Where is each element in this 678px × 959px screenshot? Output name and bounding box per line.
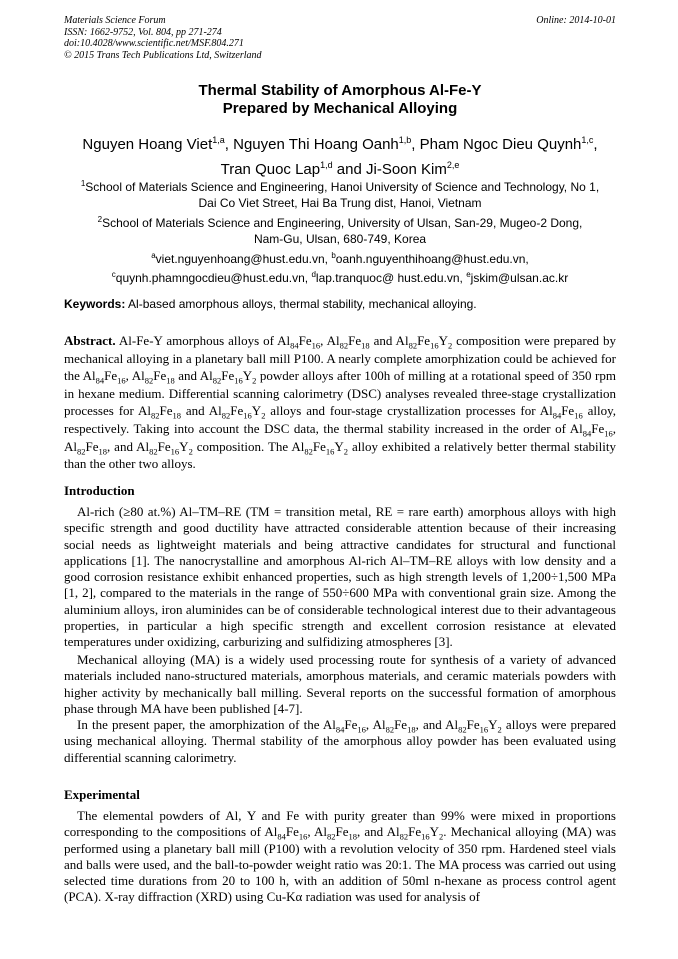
email-address: quynh.phamngocdieu@hust.edu.vn, — [115, 271, 309, 285]
abstract-text: and Al — [174, 368, 213, 384]
abstract-text: powder alloys after 100h of milling at a rotational speed of 350 rpm in hexane medium. Differential scanning calorimetry (DSC) analyses revealed three-stage crystallization processes for Al — [64, 368, 616, 419]
subscript: 82 — [221, 410, 231, 421]
intro-paragraph-3 — [64, 717, 616, 766]
abstract-text: Y — [438, 333, 448, 348]
subscript: 2 — [438, 831, 444, 842]
author-name: Tran Quoc Lap — [220, 161, 321, 178]
affil-text: Dai Co Viet Street, Hai Ba Trung dist, Hanoi, Vietnam — [198, 196, 482, 210]
subscript: 82 — [327, 831, 336, 842]
subscript: 2 — [261, 410, 266, 421]
subscript: 2 — [343, 446, 349, 457]
affil-text: Nam-Gu, Ulsan, 680-749, Korea — [253, 232, 427, 246]
abstract-text: Fe — [417, 333, 431, 348]
email-mark: b — [331, 251, 336, 260]
para-text: , Al — [365, 717, 386, 732]
para-text: , and Al — [415, 717, 459, 732]
abstract-text: alloy, respectively. Taking into account the DSC data, the thermal stability increased in the order of Al — [64, 403, 616, 436]
author-name: Pham Ngoc Dieu Quynh — [419, 136, 582, 153]
email-address: lap.tranquoc@ hust.edu.vn, — [315, 271, 463, 285]
para-text: Fe — [344, 717, 358, 732]
para-text: , and Al — [357, 824, 400, 840]
subscript: 82 — [408, 340, 418, 351]
subscript: 82 — [458, 724, 467, 735]
abstract-text: , Al — [320, 333, 340, 348]
para-text: Fe — [335, 824, 349, 840]
para-text: In the present paper, the amorphization of the Al — [77, 717, 336, 732]
author-affil-mark: 1,b — [398, 135, 412, 145]
affil-mark: 2 — [97, 215, 103, 224]
abstract-text: Fe — [312, 438, 326, 454]
para-text: Fe — [394, 717, 408, 732]
author-conjunction: and — [336, 161, 362, 178]
subscript: 82 — [149, 446, 158, 457]
subscript: 84 — [582, 428, 592, 439]
subscript: 84 — [552, 410, 562, 421]
abstract-text: , Al — [64, 420, 616, 454]
abstract-text: Y — [179, 438, 189, 454]
affiliation-2 — [64, 212, 616, 247]
para-text: The elemental powders of Al, Y and Fe with purity greater than 99% were mixed in proportions corresponding to the compositions of Al — [64, 808, 616, 840]
subscript: 16 — [243, 410, 252, 421]
para-text: Fe — [466, 717, 480, 732]
abstract — [64, 332, 616, 473]
author-list — [64, 130, 616, 180]
abstract-text: and Al — [181, 403, 222, 419]
email-address: viet.nguyenhoang@hust.edu.vn, — [155, 252, 328, 266]
subscript: 84 — [277, 831, 286, 842]
abstract-text: alloy exhibited a relatively better thermal stability than the other two alloys. — [64, 438, 616, 472]
author-name: Nguyen Hoang Viet — [82, 136, 213, 153]
subscript: 82 — [399, 831, 409, 842]
email-address: jskim@ulsan.ac.kr — [470, 271, 569, 285]
abstract-text: composition were prepared by mechanical alloying in a planetary ball mill P100. A nearly complete amorphization could be achieved for the Al — [64, 333, 616, 384]
author-name: Ji-Soon Kim — [366, 161, 447, 178]
subscript: 18 — [166, 375, 175, 386]
para-text: alloys were prepared using mechanical alloying. Thermal stability of the amorphous alloy powder has been evaluated using differential scanning calorimetry. — [64, 717, 616, 765]
section-heading-introduction: Introduction — [64, 483, 135, 498]
abstract-text: Fe — [157, 438, 171, 454]
abstract-text: Fe — [561, 403, 575, 419]
abstract-text: Fe — [159, 403, 173, 419]
journal-name: Materials Science Forum — [64, 15, 166, 26]
paper-title — [64, 82, 616, 118]
author-line-1: Nguyen Hoang Viet$^{1,a}$, Nguyen Thi Hoang Oanh$^{1,b}$, Pham Ngoc Dieu Quynh$^{1,c}$, — [82, 135, 598, 153]
subscript: 16 — [170, 446, 180, 457]
keywords — [64, 296, 616, 312]
subscript: 16 — [479, 724, 489, 735]
subscript: 84 — [335, 724, 345, 735]
subscript: 82 — [151, 410, 160, 421]
abstract-text: , Al — [125, 368, 145, 384]
subscript: 82 — [304, 446, 313, 457]
copyright-line: © 2015 Trans Tech Publications Ltd, Switzerland — [64, 49, 262, 61]
email-mark: e — [466, 270, 471, 279]
abstract-text: Fe — [348, 333, 362, 348]
abstract-label: Abstract. — [64, 333, 116, 348]
subscript: 16 — [234, 375, 243, 386]
experimental-paragraph-1 — [64, 808, 616, 906]
author-affil-mark: 2,e — [446, 160, 460, 170]
subscript: 18 — [361, 340, 370, 351]
title-line-1: Thermal Stability of Amorphous Al-Fe-Y — [198, 82, 482, 99]
affiliation-1 — [64, 176, 616, 211]
subscript: 82 — [385, 724, 395, 735]
issn-line: ISSN: 1662-9752, Vol. 804, pp 271-274 — [64, 26, 222, 38]
intro-paragraph-1: Al-rich (≥80 at.%) Al–TM–RE (TM = transition metal, RE = rare earth) amorphous alloys with high specific strength and good ductility have attracted considerable attention because of their increasing social needs as lightweight materials and being attractive candidates for structural and functional applications [1]. The nanocrystalline and amorphous Al-rich Al–TM–RE alloys with low density and a good corrosion resistance exhibit enhanced properties, such as high strength levels of 1,200÷1,500 MPa [1, 2], compared to the materials in the range of 550÷600 MPa with conventional grain size. Among the aluminium alloys, iron aluminides can be of considerable technological interest due to their advantageous properties, in particular a high specific strength and excellent corrosion resistance at elevated temperatures under oxidizing, carburizing and sulfidizing atmospheres [3]. — [64, 504, 616, 650]
abstract-text: composition. The Al — [192, 438, 305, 454]
subscript: 82 — [144, 375, 154, 386]
abstract-text: Fe — [153, 368, 167, 384]
email-address: oanh.nguyenthihoang@hust.edu.vn, — [335, 252, 529, 266]
subscript: 16 — [325, 446, 335, 457]
subscript: 84 — [95, 375, 105, 386]
affil-text: School of Materials Science and Engineering, University of Ulsan, San-29, Mugeo-2 Dong, — [102, 216, 583, 230]
subscript: 82 — [339, 340, 349, 351]
abstract-text: and Al — [369, 333, 409, 348]
subscript: 16 — [357, 724, 366, 735]
subscript: 16 — [430, 340, 439, 351]
abstract-text: , and Al — [107, 438, 150, 454]
affil-mark: 1 — [80, 179, 86, 188]
abstract-text: Y — [251, 403, 262, 419]
para-text: , Al — [307, 824, 328, 840]
keywords-text: Al-based amorphous alloys, thermal stability, mechanical alloying. — [128, 297, 477, 311]
journal-header — [64, 15, 616, 61]
subscript: 18 — [172, 410, 181, 421]
para-text: Fe — [408, 824, 422, 840]
email-mark: d — [311, 270, 316, 279]
subscript: 82 — [212, 375, 222, 386]
section-heading-experimental: Experimental — [64, 787, 140, 802]
abstract-text: Fe — [298, 333, 312, 348]
affil-text: School of Materials Science and Engineering, Hanoi University of Science and Technology, No 1, — [85, 180, 600, 194]
subscript: 16 — [574, 410, 583, 421]
keywords-label: Keywords: — [64, 297, 126, 311]
subscript: 16 — [604, 428, 613, 439]
abstract-text: Al-Fe-Y amorphous alloys of Al — [118, 333, 291, 348]
abstract-text: Fe — [85, 438, 99, 454]
subscript: 84 — [290, 340, 299, 351]
subscript: 2 — [252, 375, 257, 386]
abstract-text: alloys and four-stage crystallization processes for Al — [265, 403, 553, 419]
subscript: 16 — [117, 375, 126, 386]
para-text: Y — [429, 824, 439, 840]
subscript: 2 — [188, 446, 193, 457]
doi-line: doi:10.4028/www.scientific.net/MSF.804.271 — [64, 38, 244, 49]
para-text: . Mechanical alloying (MA) was performed using a planetary ball mill (P100) with a revolution velocity of 350 rpm. Hardened steel vials and balls were used, and the ball-to-powder weight ratio was 20:1. The MA process was carried out using selected time durations from 20 to 100 h, with an addition of 50ml n-hexane as process control agent (PCA). X-ray diffraction (XRD) using Cu-Kα radiation was used for analysis of — [64, 824, 617, 905]
abstract-text: Y — [334, 438, 344, 454]
subscript: 18 — [407, 724, 416, 735]
author-affil-mark: 1,c — [581, 135, 594, 145]
email-mark: a — [151, 251, 156, 260]
email-list — [64, 248, 616, 286]
abstract-text: Fe — [104, 368, 118, 384]
abstract-text: Fe — [591, 420, 605, 436]
subscript: 2 — [497, 724, 502, 735]
intro-paragraph-2: Mechanical alloying (MA) is a widely used processing route for synthesis of a variety of advanced materials included nano-structured materials, amorphous materials, and ceramic materials powders with higher activity by mechanically ball milling. Several reports on the successful formation of amorphous phase through MA have been published [4-7]. — [64, 652, 616, 716]
author-name: Nguyen Thi Hoang Oanh — [233, 136, 399, 153]
email-mark: c — [111, 270, 116, 279]
abstract-text: Fe — [221, 368, 235, 384]
title-line-2: Prepared by Mechanical Alloying — [222, 100, 458, 117]
author-affil-mark: 1,a — [212, 135, 225, 145]
subscript: 18 — [348, 831, 358, 842]
subscript: 2 — [447, 340, 453, 351]
abstract-text: Fe — [230, 403, 244, 419]
subscript: 82 — [77, 446, 86, 457]
subscript: 16 — [298, 831, 308, 842]
online-date: Online: 2014-10-01 — [536, 15, 616, 26]
para-text: Fe — [285, 824, 299, 840]
subscript: 16 — [421, 831, 430, 842]
abstract-text: Y — [242, 368, 253, 384]
para-text: Y — [488, 717, 498, 732]
subscript: 16 — [311, 340, 321, 351]
subscript: 18 — [98, 446, 107, 457]
author-affil-mark: 1,d — [320, 160, 333, 170]
